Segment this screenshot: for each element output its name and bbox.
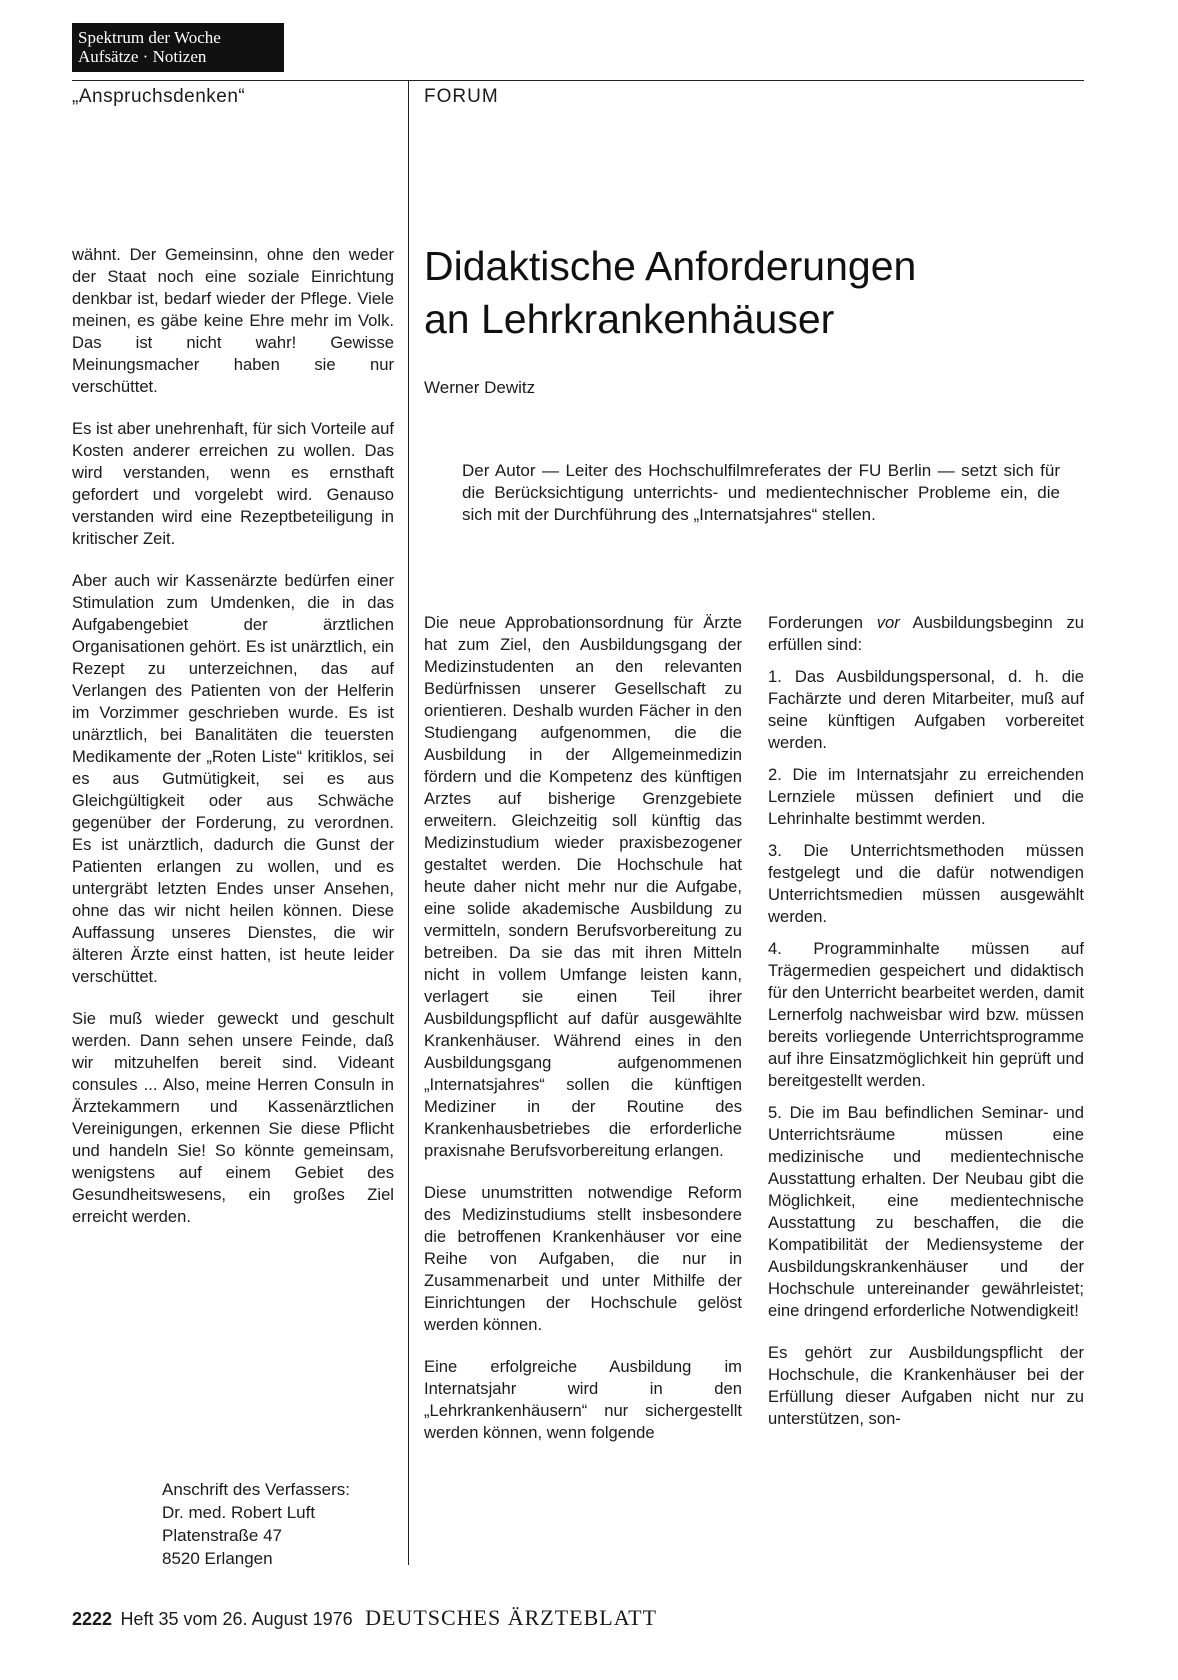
article-title bbox=[424, 240, 1064, 346]
list-item: 1. Das Ausbildungspersonal, d. h. die Fachärzte und deren Mitarbeiter, muß auf seine künftigen Aufgaben vorbereitet werden. bbox=[768, 667, 1084, 752]
paragraph: Es ist aber unehrenhaft, für sich Vorteile auf Kosten anderer erreichen zu wollen. Das wird verstanden, wenn es ernsthaft gefordert und vorgelebt wird. Genauso verstanden wird eine Rezeptbeteiligung in kritischer Zeit. bbox=[72, 419, 394, 548]
list-item: 5. Die im Bau befindlichen Seminar- und Unterrichtsräume müssen eine medizinische und medientechnische Ausstattung erhalten. Der Neubau gibt die Möglichkeit, eine medientechnische Ausstattung zu beschaffen, die die Kompatibilität der Mediensysteme der Ausbildungskrankenhäuser und der Hochschule untereinander gewährleistet; eine dringend erforderliche Notwendigkeit! bbox=[768, 1103, 1084, 1320]
section-label-forum: FORUM bbox=[424, 86, 499, 107]
paragraph: Die neue Approbationsordnung für Ärzte hat zum Ziel, den Ausbildungsgang der Medizinstudenten an den relevanten Bedürfnissen unserer Gesellschaft zu orientieren. Deshalb wurden Fächer in den Studiengang aufgenommen, die die Ausbildung in der Allgemeinmedizin fördern und die Kompetenz des künftigen Arztes auf bisherige Grenzgebiete erweitern. Gleichzeitig soll künftig das Medizinstudium wieder praxisbezogener gestaltet werden. Die Hochschule hat heute daher nicht mehr nur die Aufgabe, eine solide akademische Ausbildung zu vermitteln, sondern Berufsvorbereitung zu betreiben. Da sie das mit ihren Mitteln nicht in vollem Umfange leisten kann, verlagert sie einen Teil ihrer Ausbildungspflicht auf dafür ausgewählte Krankenhäuser. Während eines in den Ausbildungsgang aufgenommenen „Internatsjahres“ sollen die künftigen Mediziner in der Routine des Krankenhausbetriebes die erforderliche praxisnahe Berufsvorbereitung erlangen. bbox=[424, 613, 742, 1160]
article-title-line-2: an Lehrkrankenhäuser bbox=[424, 296, 835, 342]
address-city: 8520 Erlangen bbox=[162, 1549, 273, 1568]
section-label-left: „Anspruchsdenken“ bbox=[72, 86, 246, 107]
paragraph: wähnt. Der Gemeinsinn, ohne den weder der Staat noch eine soziale Einrichtung denkbar ist, bedarf wieder der Pflege. Viele meinen, es gäbe keine Ehre mehr im Volk. Das ist nicht wahr! Gewisse Meinungsmacher haben sie nur verschüttet. bbox=[72, 245, 394, 396]
page-number: 2222 bbox=[72, 1609, 113, 1629]
article-intro: Der Autor — Leiter des Hochschulfilmreferates der FU Berlin — setzt sich für die Berücksichtigung unterrichts- und medientechnischer Probleme ein, die sich mit der Durchführung des „Internatsjahres“ stellen. bbox=[462, 461, 1060, 524]
address-label: Anschrift des Verfassers: bbox=[162, 1480, 351, 1499]
paragraph: Eine erfolgreiche Ausbildung im Internatsjahr wird in den „Lehrkrankenhäusern“ nur sichergestellt werden können, wenn folgende bbox=[424, 1357, 742, 1442]
address-street: Platenstraße 47 bbox=[162, 1526, 283, 1545]
top-rule bbox=[72, 80, 1084, 81]
badge-line-2: Aufsätze · Notizen bbox=[78, 47, 207, 66]
paragraph: Aber auch wir Kassenärzte bedürfen einer Stimulation zum Umdenken, die in das Aufgabengebiet der ärztlichen Organisationen gehört. Es ist unärztlich, ein Rezept zu unterzeichnen, das auf Verlangen des Patienten von der Helferin im Vorzimmer geschrieben wurde. Es ist unärztlich, bei Banalitäten die teuersten Medikamente der „Roten Liste“ kritiklos, sei es aus Gutmütigkeit, sei es aus Gleichgültigkeit oder aus Schwäche gegenüber der Forderung, zu verordnen. Es ist unärztlich, dadurch die Gunst der Patienten erlangen zu wollen, und es untergräbt letzten Endes unser Ansehen, ohne das wir nicht heilen können. Diese Auffassung unseres Dienstes, die wir älteren Ärzte einst hatten, ist heute leider verschüttet. bbox=[72, 571, 394, 986]
right-column bbox=[768, 612, 1084, 1450]
address-name: Dr. med. Robert Luft bbox=[162, 1503, 316, 1522]
paragraph bbox=[768, 612, 1084, 656]
journal-name: DEUTSCHES ÄRZTEBLATT bbox=[365, 1605, 658, 1630]
paragraph: Es gehört zur Ausbildungspflicht der Hochschule, die Krankenhäuser bei der Erfüllung dieser Aufgaben nicht nur zu unterstützen, son- bbox=[768, 1343, 1084, 1428]
article-title-line-1: Didaktische Anforderungen bbox=[424, 243, 917, 289]
middle-column bbox=[424, 612, 742, 1464]
author-address bbox=[162, 1478, 392, 1570]
emphasis: vor bbox=[876, 613, 900, 632]
badge-line-1: Spektrum der Woche bbox=[78, 28, 221, 47]
issue-info: Heft 35 vom 26. August 1976 bbox=[120, 1609, 353, 1629]
left-column bbox=[72, 244, 394, 1248]
text-run: Ausbildungsbeginn zu erfüllen sind: bbox=[768, 613, 1084, 654]
text-run: Forderungen bbox=[768, 613, 877, 632]
paragraph: Sie muß wieder geweckt und geschult werden. Dann sehen unsere Feinde, daß wir mitzuhelfen bereit sind. Videant consules ... Also, meine Herren Consuln in Ärztekammern und Kassenärztlichen Vereinigungen, erkennen Sie diese Pflicht und handeln Sie! So könnte gemeinsam, wenigstens auf einem Gebiet des Gesundheitswesens, ein großes Ziel erreicht werden. bbox=[72, 1009, 394, 1226]
section-badge bbox=[72, 23, 284, 72]
page-footer bbox=[72, 1605, 657, 1631]
list-item: 3. Die Unterrichtsmethoden müssen festgelegt und die dafür notwendigen Unterrichtsmedien müssen ausgewählt werden. bbox=[768, 841, 1084, 926]
list-item: 4. Programminhalte müssen auf Trägermedien gespeichert und didaktisch für den Unterricht bearbeitet werden, damit Lernerfolg nachweisbar wird bzw. müssen bereits vorliegende Unterrichtsprogramme auf ihre Einsatzmöglichkeit hin geprüft und bereitgestellt werden. bbox=[768, 939, 1084, 1090]
paragraph: Diese unumstritten notwendige Reform des Medizinstudiums stellt insbesondere die betroffenen Krankenhäuser vor eine Reihe von Aufgaben, die nur in Zusammenarbeit und unter Mithilfe der Einrichtungen der Hochschule gelöst werden können. bbox=[424, 1183, 742, 1334]
list-item: 2. Die im Internatsjahr zu erreichenden Lernziele müssen definiert und die Lehrinhalte bestimmt werden. bbox=[768, 765, 1084, 828]
article-author: Werner Dewitz bbox=[424, 378, 536, 397]
column-divider bbox=[408, 80, 409, 1565]
